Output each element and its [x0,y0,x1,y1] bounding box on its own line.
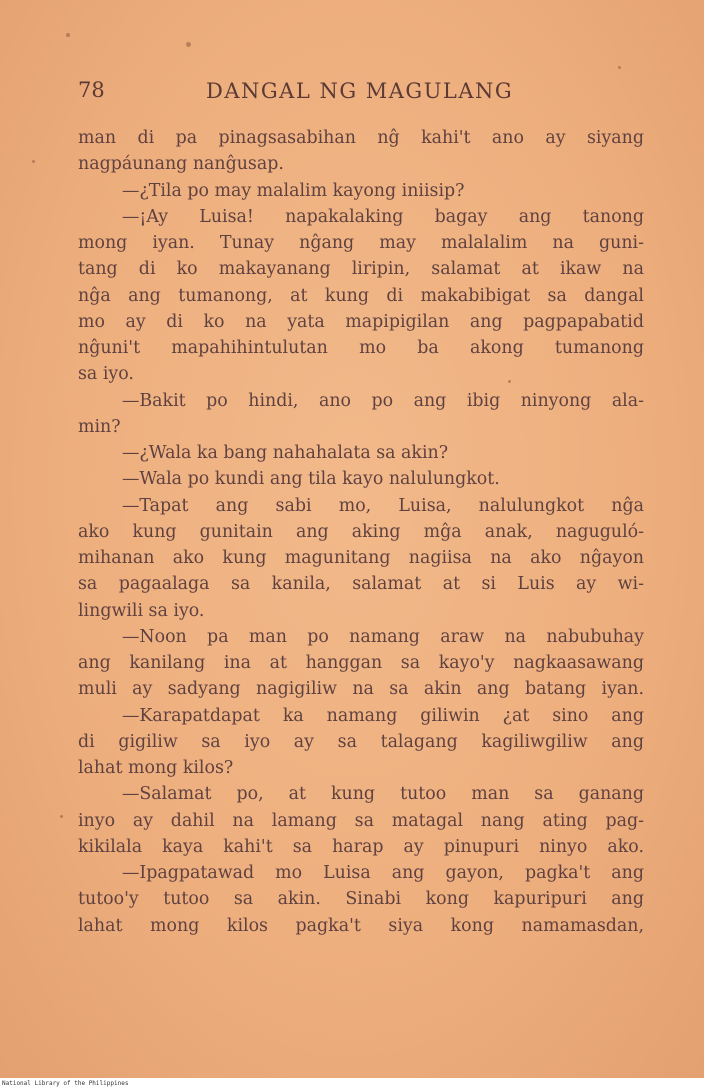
page-number: 78 [78,78,105,102]
text-line: —Ipagpatawad mo Luisa ang gayon, pagka't ang [122,863,644,883]
text-line: nĝuni't mapahihintulutan mo ba akong tumanong [78,338,644,358]
page-speck [32,160,35,163]
text-line: inyo ay dahil na lamang sa matagal nang ating pag- [78,810,644,831]
text-line: mo ay di ko na yata mapipigilan ang pagpapabatid [78,311,644,332]
text-line: lahat mong kilos? [78,758,234,778]
page-speck [186,42,191,47]
text-line: man di pa pinagsasabihan nĝ kahi't ano ay siyang [78,128,644,148]
body-text [78,125,644,939]
text-line: mong iyan. Tunay nĝang may malalalim na guni- [78,233,644,253]
text-line: —¿Wala ka bang nahahalata sa akin? [122,443,449,463]
text-line: di gigiliw sa iyo ay sa talagang kagiliwgiliw ang [78,731,644,752]
text-line: min? [78,416,121,437]
library-credit: National Library of the Philippines [2,1080,129,1087]
text-line: ang kanilang ina at hanggan sa kayo'y nagkaasawang [78,653,644,673]
text-line: ako kung gunitain ang aking mĝa anak, naguguló- [78,521,644,542]
page-speck [60,815,63,818]
text-line: kikilala kaya kahi't sa harap ay pinupuri ninyo ako. [78,836,644,857]
text-line: —Karapatdapat ka namang giliwin ¿at sino ang [122,705,644,726]
text-line: sa pagaalaga sa kanila, salamat at si Luis ay wi- [78,574,644,595]
running-title: DANGAL NG MAGULANG [206,79,514,103]
text-line: sa iyo. [78,364,134,385]
page-speck [618,66,621,69]
text-line: —Tapat ang sabi mo, Luisa, nalulungkot nĝa [122,495,644,516]
text-line: lahat mong kilos pagka't siya kong namamasdan, [78,915,644,936]
text-line: tutoo'y tutoo sa akin. Sinabi kong kapuripuri ang [78,889,644,910]
text-line: —Salamat po, at kung tutoo man sa ganang [122,784,644,805]
page-header [78,78,648,108]
text-line: nĝa ang tumanong, at kung di makabibigat sa dangal [78,285,644,306]
text-line: lingwili sa iyo. [78,600,205,621]
text-line: mihanan ako kung magunitang nagiisa na ako nĝayon [78,548,644,568]
text-line: —¡Ay Luisa! napakalaking bagay ang tanong [122,206,644,227]
text-line: nagpáunang nanĝusap. [78,154,284,175]
page-speck [66,33,70,37]
text-line: —Bakit po hindi, ano po ang ibig ninyong ala- [122,390,644,411]
text-line: tang di ko makayanang liripin, salamat at ikaw na [78,259,644,280]
text-line: —¿Tila po may malalim kayong iniisip? [122,180,465,201]
text-line: —Noon pa man po namang araw na nabubuhay [122,626,644,647]
text-line: —Wala po kundi ang tila kayo nalulungkot. [122,469,500,490]
text-line: muli ay sadyang nagigiliw na sa akin ang batang iyan. [78,679,644,700]
